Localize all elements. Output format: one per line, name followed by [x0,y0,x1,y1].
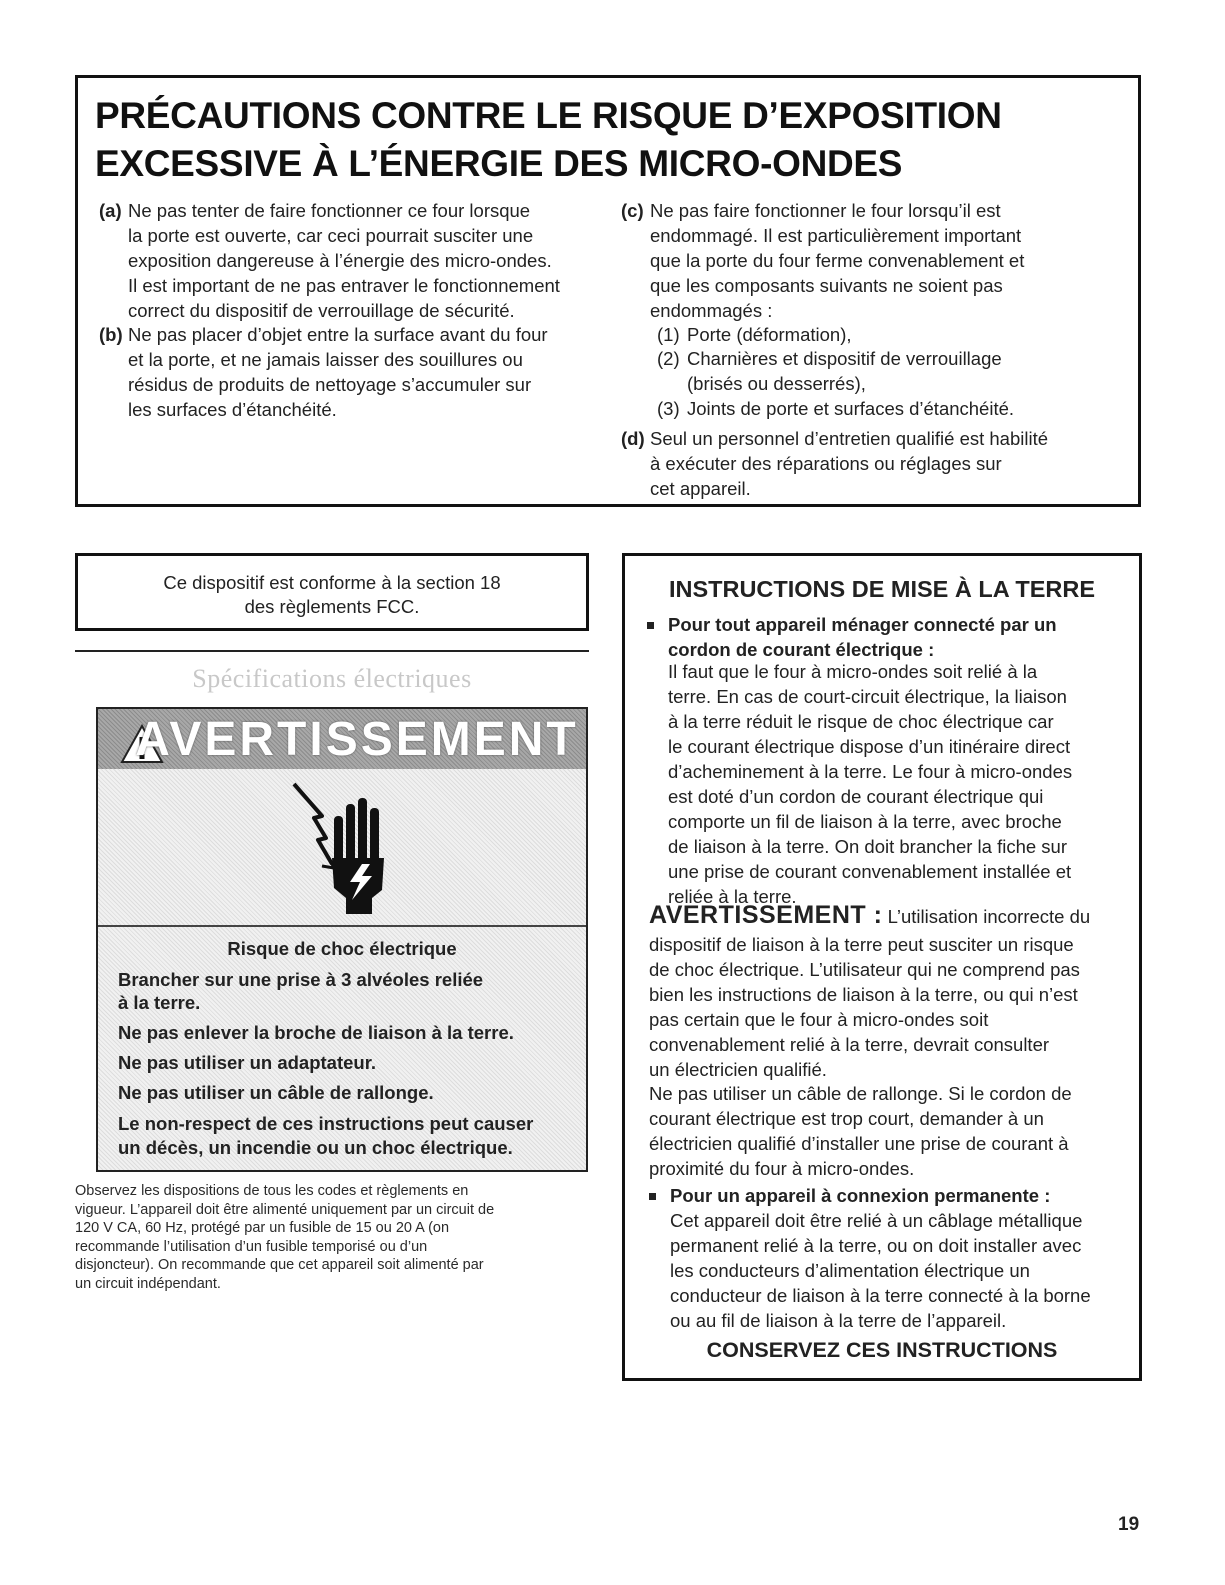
warning-line: Ne pas utiliser un adaptateur. [118,1052,377,1073]
paragraph-line: ou au fil de liaison à la terre de l’appareil. [670,1310,1007,1331]
item-letter: (c) [621,200,644,221]
cord-connected-text [668,659,1128,909]
precaution-item-d [621,426,1131,501]
subitem-number: (3) [657,398,680,419]
paragraph-line: électricien qualifié d’installer une prise de courant à [649,1133,1069,1154]
item-line: Seul un personnel d’entretien qualifié est habilité [650,428,1049,449]
paragraph-line: Ne pas utiliser un câble de rallonge. Si le cordon de [649,1083,1072,1104]
electrical-spec-heading: Spécifications électriques [192,664,472,693]
subitem-1 [657,322,1127,347]
bullet-icon [649,1193,656,1200]
subitem-line: Porte (déformation), [687,324,852,345]
precaution-item-b [99,322,599,422]
subitem-number: (1) [657,324,680,345]
electric-shock-hand-icon [288,778,398,918]
item-line: endommagé. Il est particulièrement important [650,225,1022,246]
electrical-requirements-text [75,1182,590,1293]
paragraph-line: à la terre réduit le risque de choc électrique car [668,711,1054,732]
item-line: Il est important de ne pas entraver le fonctionnement [128,275,560,296]
item-letter: (b) [99,324,123,345]
paragraph-line: Cet appareil doit être relié à un câblage métallique [670,1210,1083,1231]
fcc-line: Ce dispositif est conforme à la section 18 [163,572,501,593]
paragraph-line: reliée à la terre. [668,886,797,907]
item-line: à exécuter des réparations ou réglages sur [650,453,1002,474]
fcc-notice-box [75,553,589,631]
heading-line: Pour tout appareil ménager connecté par un [668,614,1057,635]
paragraph-line: conducteur de liaison à la terre connecté à la borne [670,1285,1091,1306]
paragraph-line: proximité du four à micro-ondes. [649,1158,915,1179]
requirements-line: 120 V CA, 60 Hz, protégé par un fusible de 15 ou 20 A (on [75,1220,450,1236]
cord-connected-heading [668,612,1128,662]
keep-instructions-text: CONSERVEZ CES INSTRUCTIONS [706,1338,1058,1362]
risk-title: Risque de choc électrique [227,938,457,959]
paragraph-line: Il faut que le four à micro-ondes soit relié à la [668,661,1038,682]
item-line: exposition dangereuse à l’énergie des micro-ondes. [128,250,552,271]
paragraph-line: de liaison à la terre. On doit brancher la fiche sur [668,836,1067,857]
item-line: cet appareil. [650,478,751,499]
paragraph-line: terre. En cas de court-circuit électrique, la liaison [668,686,1067,707]
item-letter: (a) [99,200,122,221]
subitem-line: (brisés ou desserrés), [687,373,866,394]
item-line: que la porte du four ferme convenablement et [650,250,1025,271]
paragraph-line: une prise de courant convenablement installée et [668,861,1072,882]
requirements-line: disjoncteur). On recommande que cet appareil soit alimenté par [75,1257,484,1273]
paragraph-line: convenablement relié à la terre, devrait consulter [649,1034,1050,1055]
paragraph-line: permanent relié à la terre, ou on doit installer avec [670,1235,1082,1256]
heading-line: cordon de courant électrique : [668,639,935,660]
precaution-item-c [621,198,1131,323]
requirements-line: Observez les dispositions de tous les codes et règlements en [75,1183,469,1199]
paragraph-line: de choc électrique. L’utilisateur qui ne comprend pas [649,959,1080,980]
paragraph-line: les conducteurs d’alimentation électrique un [670,1260,1030,1281]
subitem-2 [657,346,1127,396]
grounding-warning [649,900,1129,1082]
precautions-title-line1: PRÉCAUTIONS CONTRE LE RISQUE D’EXPOSITION [95,95,1002,136]
paragraph-line: pas certain que le four à micro-ondes soit [649,1009,989,1030]
item-line: les surfaces d’étanchéité. [128,399,337,420]
subitem-number: (2) [657,348,680,369]
warning-divider [98,925,586,927]
subitem-line: Joints de porte et surfaces d’étanchéité. [687,398,1015,419]
grounding-warning-first: L’utilisation incorrecte du [887,906,1091,927]
item-line: résidus de produits de nettoyage s’accumuler sur [128,374,532,395]
fcc-line: des règlements FCC. [244,596,420,617]
item-letter: (d) [621,428,645,449]
requirements-line: vigueur. L’appareil doit être alimenté uniquement par un circuit de [75,1201,495,1218]
item-line: la porte est ouverte, car ceci pourrait susciter une [128,225,534,246]
warning-header-text: AVERTISSEMENT [135,713,579,766]
paragraph-line: le courant électrique dispose d’un itinéraire direct [668,736,1071,757]
grounding-warning-label: AVERTISSEMENT : [649,901,883,929]
item-line: Ne pas placer d’objet entre la surface avant du four [128,324,548,345]
warning-line: Brancher sur une prise à 3 alvéoles reliée [118,969,484,990]
section-divider [75,650,589,652]
paragraph-line: d’acheminement à la terre. Le four à micro-ondes [668,761,1073,782]
paragraph-line: bien les instructions de liaison à la terre, ou qui n’est [649,984,1078,1005]
precautions-title-line2: EXCESSIVE À L’ÉNERGIE DES MICRO-ONDES [95,143,903,184]
precaution-item-a [99,198,599,323]
item-line: endommagés : [650,300,773,321]
warning-line: un décès, un incendie ou un choc électrique. [118,1137,513,1158]
warning-line: Le non-respect de ces instructions peut causer [118,1113,534,1134]
paragraph-line: comporte un fil de liaison à la terre, avec broche [668,811,1062,832]
subitem-line: Charnières et dispositif de verrouillage [687,348,1002,369]
paragraph-line: un électricien qualifié. [649,1059,827,1080]
grounding-title: INSTRUCTIONS DE MISE À LA TERRE [668,576,1096,602]
item-line: correct du dispositif de verrouillage de sécurité. [128,300,515,321]
paragraph-line: dispositif de liaison à la terre peut susciter un risque [649,934,1074,955]
requirements-line: recommande l’utilisation d’un fusible temporisé ou d’un [75,1238,428,1255]
item-line: que les composants suivants ne soient pas [650,275,1003,296]
permanent-connection-text [670,1208,1130,1333]
warning-line: Ne pas enlever la broche de liaison à la terre. [118,1022,514,1043]
bullet-icon [647,622,654,629]
warning-line: Ne pas utiliser un câble de rallonge. [118,1082,434,1103]
page-number: 19 [1118,1514,1140,1535]
item-line: et la porte, et ne jamais laisser des souillures ou [128,349,523,370]
paragraph-line: est doté d’un cordon de courant électrique qui [668,786,1044,807]
subitem-3 [657,396,1127,421]
requirements-line: un circuit indépendant. [75,1275,221,1292]
extension-cord-text [649,1081,1129,1181]
precautions-title [95,92,1115,188]
permanent-connection-heading: Pour un appareil à connexion permanente : [670,1185,1051,1206]
paragraph-line: courant électrique est trop court, demander à un [649,1108,1044,1129]
item-line: Ne pas faire fonctionner le four lorsqu’il est [650,200,1001,221]
warning-line: à la terre. [118,992,201,1013]
item-line: Ne pas tenter de faire fonctionner ce four lorsque [128,200,531,221]
